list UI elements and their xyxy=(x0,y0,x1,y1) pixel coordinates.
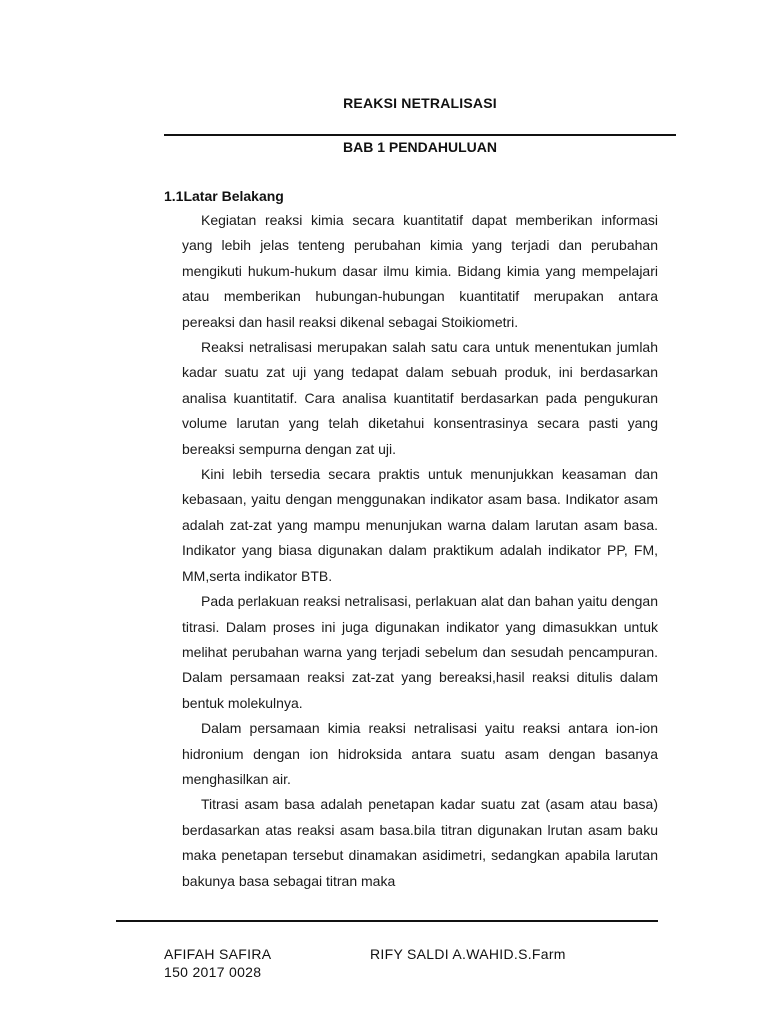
paragraph: Kegiatan reaksi kimia secara kuantitatif dapat memberikan informasi yang lebih jelas tenteng perubahan kimia yang terjadi dan perubahan mengikuti hukum-hukum dasar ilmu kimia. Bidang kimia yang mempelajari atau memberikan hubungan-hubungan kuantitatif merupakan antara pereaksi dan hasil reaksi dikenal sebagai Stoikiometri. xyxy=(182,212,658,330)
chapter-title: BAB 1 PENDAHULUAN xyxy=(342,139,497,155)
section-heading: 1.1Latar Belakang xyxy=(164,188,284,204)
paragraph: Pada perlakuan reaksi netralisasi, perlakuan alat dan bahan yaitu dengan titrasi. Dalam proses ini juga digunakan indikator yang dimasukkan untuk melihat perubahan warna yang terjadi sebelum dan sesudah pencampuran. Dalam persamaan reaksi zat-zat yang bereaksi,hasil reaksi ditulis dalam bentuk molekulnya. xyxy=(182,593,658,711)
paragraph: Dalam persamaan kimia reaksi netralisasi yaitu reaksi antara ion-ion hidronium dengan ion hidroksida antara suatu asam dengan basanya menghasilkan air. xyxy=(182,720,658,787)
footer-author-id: 150 2017 0028 xyxy=(164,964,262,980)
footer-supervisor: RIFY SALDI A.WAHID.S.Farm xyxy=(370,946,566,962)
footer-author-name: AFIFAH SAFIRA xyxy=(164,946,272,962)
header-divider xyxy=(164,134,676,136)
body-text xyxy=(182,208,658,894)
footer-author xyxy=(164,945,271,981)
document-header-title: REAKSI NETRALISASI xyxy=(343,95,497,111)
footer-divider xyxy=(116,920,658,922)
paragraph: Reaksi netralisasi merupakan salah satu cara untuk menentukan jumlah kadar suatu zat uji yang tedapat dalam sebuah produk, ini berdasarkan analisa kuantitatif. Cara analisa kuantitatif berdasarkan pada pengukuran volume larutan yang telah diketahui konsentrasinya secara pasti yang bereaksi sempurna dengan zat uji. xyxy=(182,339,658,457)
paragraph: Kini lebih tersedia secara praktis untuk menunjukkan keasaman dan kebasaan, yaitu dengan menggunakan indikator asam basa. Indikator asam adalah zat-zat yang mampu menunjukan warna dalam larutan asam basa. Indikator yang biasa digunakan dalam praktikum adalah indikator PP, FM, MM,serta indikator BTB. xyxy=(182,466,658,584)
paragraph: Titrasi asam basa adalah penetapan kadar suatu zat (asam atau basa) berdasarkan atas reaksi asam basa.bila titran digunakan lrutan asam baku maka penetapan tersebut dinamakan asidimetri, sedangkan apabila larutan bakunya basa sebagai titran maka xyxy=(182,796,658,889)
